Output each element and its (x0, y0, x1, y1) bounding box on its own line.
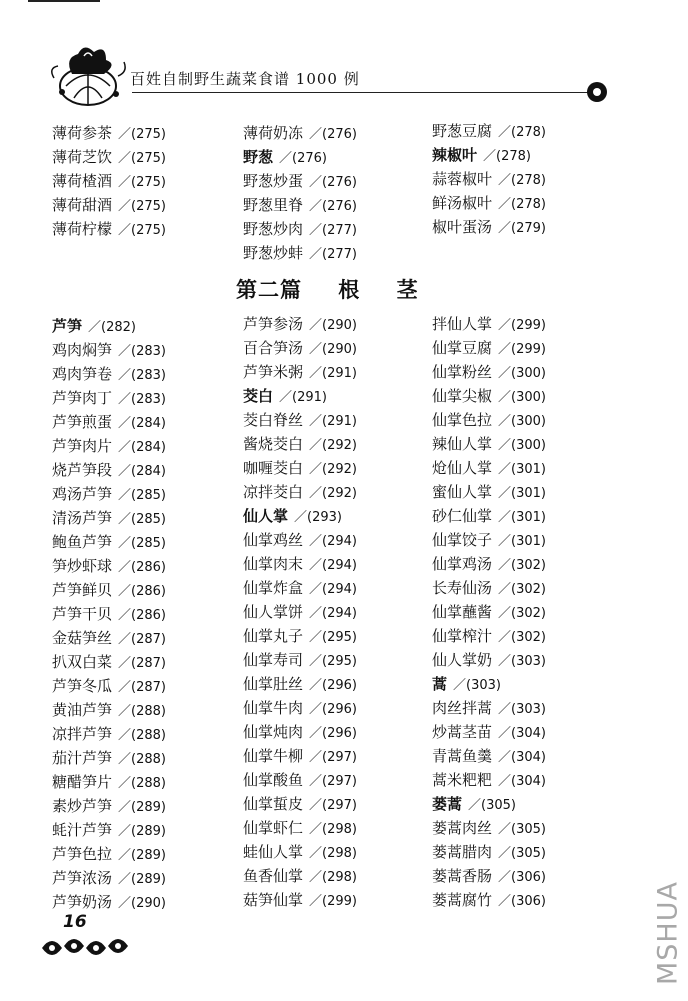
entry-page-ref: ／(292) (309, 438, 357, 453)
toc-entry (243, 193, 357, 217)
entry-page-ref: ／(283) (118, 344, 166, 359)
entry-page-ref: ／(293) (294, 510, 342, 525)
toc-entry (432, 816, 546, 840)
toc-entry (432, 744, 546, 768)
entry-title: 长寿仙汤 (432, 579, 493, 597)
entry-page-ref: ／(279) (498, 221, 546, 236)
entry-page-ref: ／(290) (309, 318, 357, 333)
toc-entry (52, 890, 166, 914)
entry-page-ref: ／(298) (309, 846, 357, 861)
toc-entry (432, 576, 546, 600)
entry-title: 蒌蒿 (432, 795, 463, 813)
bottom-column-1 (52, 314, 166, 914)
entry-page-ref: ／(300) (498, 414, 546, 429)
entry-title: 烧芦笋段 (52, 461, 113, 479)
entry-title: 辣椒叶 (432, 146, 478, 164)
toc-entry (432, 600, 546, 624)
entry-page-ref: ／(284) (118, 416, 166, 431)
toc-entry (243, 169, 357, 193)
entry-title: 蛙仙人掌 (243, 843, 304, 861)
entry-page-ref: ／(285) (118, 512, 166, 527)
entry-page-ref: ／(306) (498, 870, 546, 885)
toc-entry (52, 674, 166, 698)
toc-entry (432, 384, 546, 408)
entry-page-ref: ／(303) (498, 702, 546, 717)
toc-entry (432, 720, 546, 744)
pumpkin-ornament-icon (44, 28, 134, 108)
toc-category-heading (432, 143, 546, 167)
entry-title: 茄汁芦笋 (52, 749, 113, 767)
entry-title: 蒌蒿腐竹 (432, 891, 493, 909)
toc-entry (432, 528, 546, 552)
entry-page-ref: ／(300) (498, 366, 546, 381)
entry-title: 蒌蒿肉丝 (432, 819, 493, 837)
entry-title: 芦笋冬瓜 (52, 677, 113, 695)
entry-page-ref: ／(292) (309, 486, 357, 501)
entry-title: 芦笋鲜贝 (52, 581, 113, 599)
entry-title: 野葱里脊 (243, 196, 304, 214)
entry-page-ref: ／(305) (498, 846, 546, 861)
entry-page-ref: ／(275) (118, 199, 166, 214)
entry-page-ref: ／(298) (309, 822, 357, 837)
entry-page-ref: ／(300) (498, 390, 546, 405)
entry-title: 仙掌肚丝 (243, 675, 304, 693)
toc-entry (243, 816, 357, 840)
entry-title: 凉拌芦笋 (52, 725, 113, 743)
toc-entry (52, 386, 166, 410)
entry-title: 笋炒虾球 (52, 557, 113, 575)
toc-entry (432, 864, 546, 888)
entry-title: 野葱炒肉 (243, 220, 304, 238)
toc-entry (243, 744, 357, 768)
entry-page-ref: ／(276) (309, 199, 357, 214)
entry-title: 仙掌蜇皮 (243, 795, 304, 813)
entry-page-ref: ／(305) (498, 822, 546, 837)
toc-entry (243, 624, 357, 648)
entry-title: 咖喱茭白 (243, 459, 304, 477)
toc-entry (243, 336, 357, 360)
entry-title: 芦笋干贝 (52, 605, 113, 623)
toc-entry (243, 456, 357, 480)
entry-title: 薄荷参茶 (52, 124, 113, 142)
toc-entry (243, 121, 357, 145)
watermark-text: MSHUA (652, 881, 684, 985)
toc-entry (243, 528, 357, 552)
entry-page-ref: ／(301) (498, 534, 546, 549)
entry-title: 鲍鱼芦笋 (52, 533, 113, 551)
entry-page-ref: ／(288) (118, 752, 166, 767)
entry-title: 茭白 (243, 387, 274, 405)
entry-title: 凉拌茭白 (243, 483, 304, 501)
entry-title: 清汤芦笋 (52, 509, 113, 527)
entry-title: 仙人掌奶 (432, 651, 493, 669)
entry-page-ref: ／(304) (498, 774, 546, 789)
entry-title: 蒿米粑粑 (432, 771, 493, 789)
entry-title: 蒜蓉椒叶 (432, 170, 493, 188)
entry-title: 糖醋笋片 (52, 773, 113, 791)
toc-entry (243, 720, 357, 744)
entry-title: 茭白脊丝 (243, 411, 304, 429)
toc-entry (52, 698, 166, 722)
toc-entry (52, 458, 166, 482)
entry-title: 芦笋肉片 (52, 437, 113, 455)
entry-page-ref: ／(302) (498, 558, 546, 573)
toc-entry (52, 578, 166, 602)
toc-entry (52, 145, 166, 169)
entry-page-ref: ／(303) (498, 654, 546, 669)
entry-page-ref: ／(283) (118, 368, 166, 383)
entry-page-ref: ／(285) (118, 536, 166, 551)
entry-page-ref: ／(290) (309, 342, 357, 357)
entry-title: 仙掌虾仁 (243, 819, 304, 837)
entry-page-ref: ／(305) (468, 798, 516, 813)
entry-title: 椒叶蛋汤 (432, 218, 493, 236)
top-rule-mark (28, 0, 100, 2)
toc-entry (243, 792, 357, 816)
entry-page-ref: ／(284) (118, 464, 166, 479)
entry-page-ref: ／(297) (309, 750, 357, 765)
toc-entry (432, 432, 546, 456)
toc-entry (432, 456, 546, 480)
toc-entry (243, 696, 357, 720)
toc-entry (52, 770, 166, 794)
entry-title: 炒蒿茎苗 (432, 723, 493, 741)
toc-entry (432, 624, 546, 648)
entry-page-ref: ／(301) (498, 486, 546, 501)
entry-page-ref: ／(286) (118, 560, 166, 575)
entry-page-ref: ／(302) (498, 630, 546, 645)
toc-category-heading (243, 504, 357, 528)
entry-title: 仙掌色拉 (432, 411, 493, 429)
toc-entry (52, 338, 166, 362)
entry-page-ref: ／(291) (309, 366, 357, 381)
entry-page-ref: ／(278) (498, 125, 546, 140)
entry-title: 薄荷柠檬 (52, 220, 113, 238)
entry-page-ref: ／(291) (309, 414, 357, 429)
entry-title: 野葱豆腐 (432, 122, 493, 140)
entry-title: 酱烧茭白 (243, 435, 304, 453)
entry-page-ref: ／(289) (118, 824, 166, 839)
entry-title: 仙掌尖椒 (432, 387, 493, 405)
entry-page-ref: ／(278) (498, 197, 546, 212)
entry-page-ref: ／(288) (118, 776, 166, 791)
toc-category-heading (432, 672, 546, 696)
entry-title: 蒌蒿香肠 (432, 867, 493, 885)
flower-ornament-icon (38, 932, 134, 962)
entry-page-ref: ／(303) (453, 678, 501, 693)
entry-title: 蒿 (432, 675, 448, 693)
entry-title: 鸡肉焖笋 (52, 341, 113, 359)
toc-entry (432, 480, 546, 504)
entry-page-ref: ／(288) (118, 728, 166, 743)
entry-page-ref: ／(277) (309, 223, 357, 238)
entry-title: 仙掌肉末 (243, 555, 304, 573)
toc-entry (243, 241, 357, 265)
toc-entry (52, 602, 166, 626)
toc-entry (52, 362, 166, 386)
entry-page-ref: ／(294) (309, 606, 357, 621)
entry-page-ref: ／(276) (279, 151, 327, 166)
entry-title: 芦笋奶汤 (52, 893, 113, 911)
toc-entry (52, 434, 166, 458)
entry-page-ref: ／(275) (118, 223, 166, 238)
toc-entry (432, 888, 546, 912)
entry-page-ref: ／(291) (279, 390, 327, 405)
toc-category-heading (432, 792, 546, 816)
entry-title: 扒双白菜 (52, 653, 113, 671)
top-column-3 (432, 119, 546, 239)
entry-title: 仙掌炖肉 (243, 723, 304, 741)
toc-entry (432, 336, 546, 360)
toc-entry (52, 410, 166, 434)
entry-title: 仙人掌饼 (243, 603, 304, 621)
entry-title: 菇笋仙掌 (243, 891, 304, 909)
entry-page-ref: ／(296) (309, 678, 357, 693)
toc-entry (243, 217, 357, 241)
entry-title: 黄油芦笋 (52, 701, 113, 719)
entry-page-ref: ／(278) (483, 149, 531, 164)
toc-entry (52, 650, 166, 674)
entry-title: 蒌蒿腊肉 (432, 843, 493, 861)
bullet-circle-icon (587, 82, 607, 102)
entry-page-ref: ／(306) (498, 894, 546, 909)
entry-page-ref: ／(284) (118, 440, 166, 455)
entry-title: 蜜仙人掌 (432, 483, 493, 501)
toc-entry (52, 530, 166, 554)
entry-page-ref: ／(299) (498, 318, 546, 333)
entry-page-ref: ／(304) (498, 750, 546, 765)
entry-page-ref: ／(302) (498, 606, 546, 621)
toc-entry (432, 840, 546, 864)
entry-page-ref: ／(294) (309, 558, 357, 573)
entry-title: 薄荷奶冻 (243, 124, 304, 142)
entry-title: 薄荷楂酒 (52, 172, 113, 190)
entry-title: 薄荷芝饮 (52, 148, 113, 166)
entry-page-ref: ／(287) (118, 656, 166, 671)
entry-page-ref: ／(292) (309, 462, 357, 477)
entry-page-ref: ／(275) (118, 151, 166, 166)
toc-entry (243, 672, 357, 696)
toc-category-heading (243, 384, 357, 408)
entry-title: 野葱炒蚌 (243, 244, 304, 262)
book-title: 百姓自制野生蔬菜食谱 1000 例 (130, 70, 360, 88)
entry-page-ref: ／(283) (118, 392, 166, 407)
toc-entry (432, 191, 546, 215)
entry-page-ref: ／(294) (309, 582, 357, 597)
page-number: 16 (63, 912, 87, 932)
entry-title: 仙人掌 (243, 507, 289, 525)
entry-page-ref: ／(304) (498, 726, 546, 741)
entry-title: 素炒芦笋 (52, 797, 113, 815)
toc-entry (243, 648, 357, 672)
entry-title: 芦笋色拉 (52, 845, 113, 863)
toc-entry (432, 504, 546, 528)
entry-title: 芦笋浓汤 (52, 869, 113, 887)
entry-title: 仙掌牛柳 (243, 747, 304, 765)
entry-title: 炝仙人掌 (432, 459, 493, 477)
entry-page-ref: ／(288) (118, 704, 166, 719)
toc-entry (52, 217, 166, 241)
section-title: 第二篇 根 茎 (236, 278, 419, 302)
entry-title: 仙掌丸子 (243, 627, 304, 645)
bottom-column-2 (243, 312, 357, 912)
entry-page-ref: ／(275) (118, 127, 166, 142)
entry-page-ref: ／(297) (309, 798, 357, 813)
toc-entry (52, 722, 166, 746)
toc-category-heading (243, 145, 357, 169)
entry-title: 肉丝拌蒿 (432, 699, 493, 717)
toc-entry (243, 432, 357, 456)
toc-entry (432, 312, 546, 336)
header-rule (132, 92, 590, 93)
toc-entry (243, 408, 357, 432)
entry-page-ref: ／(299) (309, 894, 357, 909)
toc-entry (432, 768, 546, 792)
entry-title: 砂仁仙掌 (432, 507, 493, 525)
toc-entry (243, 840, 357, 864)
entry-title: 芦笋参汤 (243, 315, 304, 333)
entry-title: 仙掌豆腐 (432, 339, 493, 357)
top-column-2 (243, 121, 357, 265)
entry-page-ref: ／(299) (498, 342, 546, 357)
toc-category-heading (52, 314, 166, 338)
entry-page-ref: ／(285) (118, 488, 166, 503)
entry-title: 野葱炒蛋 (243, 172, 304, 190)
toc-entry (52, 554, 166, 578)
entry-title: 仙掌牛肉 (243, 699, 304, 717)
top-column-1 (52, 121, 166, 241)
toc-entry (52, 169, 166, 193)
entry-page-ref: ／(297) (309, 774, 357, 789)
toc-entry (243, 312, 357, 336)
toc-entry (243, 864, 357, 888)
toc-entry (52, 746, 166, 770)
entry-title: 金菇笋丝 (52, 629, 113, 647)
entry-page-ref: ／(296) (309, 702, 357, 717)
toc-entry (52, 121, 166, 145)
bottom-column-3 (432, 312, 546, 912)
entry-page-ref: ／(300) (498, 438, 546, 453)
entry-title: 仙掌粉丝 (432, 363, 493, 381)
toc-entry (432, 215, 546, 239)
entry-page-ref: ／(301) (498, 510, 546, 525)
entry-page-ref: ／(296) (309, 726, 357, 741)
entry-page-ref: ／(275) (118, 175, 166, 190)
entry-title: 薄荷甜酒 (52, 196, 113, 214)
entry-page-ref: ／(276) (309, 175, 357, 190)
entry-title: 鱼香仙掌 (243, 867, 304, 885)
entry-page-ref: ／(287) (118, 680, 166, 695)
toc-entry (243, 768, 357, 792)
entry-title: 仙掌蘸酱 (432, 603, 493, 621)
toc-entry (243, 480, 357, 504)
entry-title: 青蒿鱼羹 (432, 747, 493, 765)
entry-page-ref: ／(302) (498, 582, 546, 597)
entry-title: 仙掌榨汁 (432, 627, 493, 645)
toc-entry (432, 408, 546, 432)
entry-page-ref: ／(282) (88, 320, 136, 335)
entry-page-ref: ／(278) (498, 173, 546, 188)
entry-page-ref: ／(289) (118, 848, 166, 863)
entry-title: 仙掌寿司 (243, 651, 304, 669)
entry-page-ref: ／(276) (309, 127, 357, 142)
toc-entry (243, 600, 357, 624)
entry-page-ref: ／(295) (309, 630, 357, 645)
entry-title: 辣仙人掌 (432, 435, 493, 453)
toc-entry (52, 193, 166, 217)
entry-title: 野葱 (243, 148, 274, 166)
toc-entry (52, 866, 166, 890)
entry-page-ref: ／(287) (118, 632, 166, 647)
entry-title: 芦笋 (52, 317, 83, 335)
toc-entry (243, 888, 357, 912)
entry-title: 百合笋汤 (243, 339, 304, 357)
toc-entry (52, 842, 166, 866)
entry-title: 拌仙人掌 (432, 315, 493, 333)
entry-title: 仙掌鸡汤 (432, 555, 493, 573)
entry-title: 仙掌饺子 (432, 531, 493, 549)
entry-page-ref: ／(289) (118, 872, 166, 887)
toc-entry (52, 818, 166, 842)
toc-entry (52, 482, 166, 506)
toc-entry (52, 626, 166, 650)
entry-page-ref: ／(294) (309, 534, 357, 549)
toc-entry (432, 360, 546, 384)
toc-entry (432, 119, 546, 143)
entry-title: 鲜汤椒叶 (432, 194, 493, 212)
toc-entry (432, 696, 546, 720)
entry-page-ref: ／(290) (118, 896, 166, 911)
entry-page-ref: ／(298) (309, 870, 357, 885)
entry-title: 鸡肉笋卷 (52, 365, 113, 383)
entry-title: 鸡汤芦笋 (52, 485, 113, 503)
toc-entry (243, 552, 357, 576)
toc-entry (52, 794, 166, 818)
entry-title: 芦笋肉丁 (52, 389, 113, 407)
entry-page-ref: ／(289) (118, 800, 166, 815)
entry-page-ref: ／(295) (309, 654, 357, 669)
entry-page-ref: ／(301) (498, 462, 546, 477)
toc-entry (432, 648, 546, 672)
toc-entry (243, 360, 357, 384)
toc-entry (432, 167, 546, 191)
entry-title: 蚝汁芦笋 (52, 821, 113, 839)
entry-page-ref: ／(286) (118, 608, 166, 623)
entry-page-ref: ／(277) (309, 247, 357, 262)
entry-title: 仙掌炸盒 (243, 579, 304, 597)
entry-title: 仙掌酸鱼 (243, 771, 304, 789)
entry-title: 芦笋米粥 (243, 363, 304, 381)
entry-page-ref: ／(286) (118, 584, 166, 599)
entry-title: 仙掌鸡丝 (243, 531, 304, 549)
entry-title: 芦笋煎蛋 (52, 413, 113, 431)
toc-entry (52, 506, 166, 530)
toc-entry (243, 576, 357, 600)
toc-entry (432, 552, 546, 576)
